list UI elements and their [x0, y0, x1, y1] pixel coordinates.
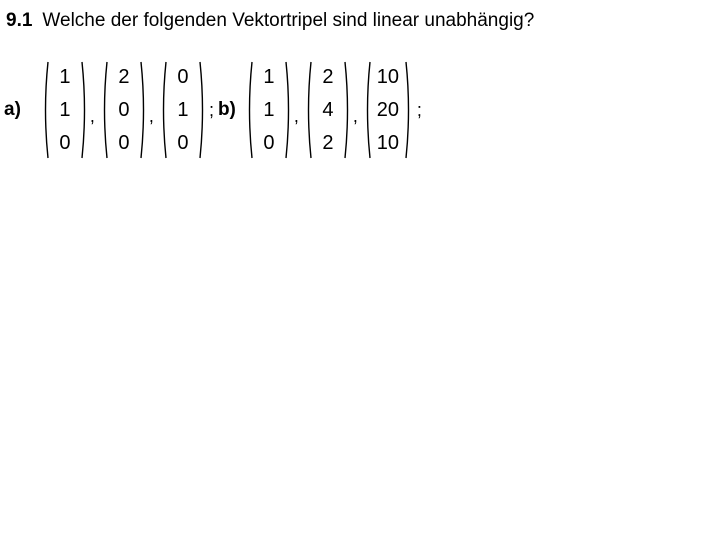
- vector-entry: 0: [177, 66, 189, 89]
- comma-separator: ,: [148, 105, 154, 126]
- vector-entry: 4: [322, 98, 334, 121]
- vector-entry: 0: [118, 131, 130, 154]
- semicolon-separator: ;: [208, 99, 214, 120]
- left-parenthesis: [246, 61, 253, 159]
- vector-entry: 1: [263, 66, 275, 89]
- left-parenthesis: [305, 61, 312, 159]
- left-parenthesis: [42, 61, 49, 159]
- vector-entry: 10: [376, 66, 400, 89]
- right-parenthesis: [405, 61, 412, 159]
- comma-separator: ,: [293, 105, 299, 126]
- vector-b1: [246, 61, 292, 159]
- vector-a1: [42, 61, 88, 159]
- left-parenthesis: [364, 61, 371, 159]
- vector-entry: 1: [177, 98, 189, 121]
- right-parenthesis: [81, 61, 88, 159]
- semicolon-separator: ;: [416, 99, 422, 120]
- vector-a3: [160, 61, 206, 159]
- right-parenthesis: [199, 61, 206, 159]
- vector-b3: [364, 61, 412, 159]
- vector-entry: 1: [263, 98, 275, 121]
- comma-separator: ,: [89, 105, 95, 126]
- vector-entry: 0: [177, 131, 189, 154]
- vector-entry: 20: [376, 98, 400, 121]
- left-parenthesis: [160, 61, 167, 159]
- left-parenthesis: [101, 61, 108, 159]
- exercise-question: Welche der folgenden Vektortripel sind linear unabhängig?: [42, 10, 535, 31]
- vector-entry: 2: [322, 131, 334, 154]
- vector-triples-row: [4, 60, 422, 160]
- vector-entry: 2: [118, 66, 130, 89]
- vector-entry: 2: [322, 66, 334, 89]
- vector-a2: [101, 61, 147, 159]
- vector-entry: 1: [59, 66, 71, 89]
- vector-b2: [305, 61, 351, 159]
- exercise-heading: [6, 9, 534, 33]
- right-parenthesis: [285, 61, 292, 159]
- vector-entry: 0: [118, 98, 130, 121]
- right-parenthesis: [344, 61, 351, 159]
- exercise-number: 9.1: [6, 10, 33, 31]
- vector-entry: 10: [376, 131, 400, 154]
- vector-entry: 1: [59, 98, 71, 121]
- vector-entry: 0: [263, 131, 275, 154]
- comma-separator: ,: [352, 105, 358, 126]
- vector-entry: 0: [59, 131, 71, 154]
- part-b-label: b): [217, 99, 236, 120]
- right-parenthesis: [140, 61, 147, 159]
- part-a-label: a): [4, 99, 21, 120]
